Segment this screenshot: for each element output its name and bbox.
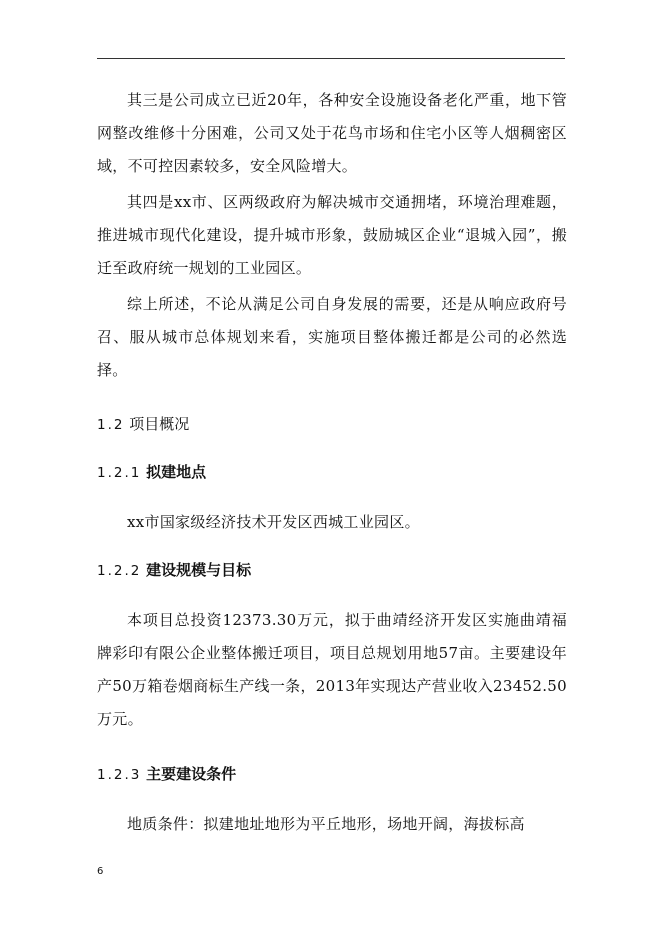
section-title: 建设规模与目标	[146, 561, 252, 579]
section-title: 项目概况	[129, 415, 190, 433]
paragraph-risk: 其三是公司成立已近20年，各种安全设施设备老化严重，地下管网整改维修十分困难，公司又处于花鸟市场和住宅小区等人烟稠密区域，不可控因素较多，安全风险增大。	[97, 91, 567, 175]
section-number: 1.2.1	[97, 465, 142, 481]
section-number: 1.2.3	[97, 767, 142, 783]
header-rule	[97, 58, 565, 59]
paragraph-geology: 地质条件：拟建地址地形为平丘地形，场地开阔，海拔标高	[127, 815, 525, 833]
section-heading-1-2	[97, 412, 567, 437]
section-heading-1-2-3	[97, 762, 567, 787]
section-heading-1-2-1	[97, 460, 567, 485]
section-title: 拟建地点	[146, 463, 207, 481]
paragraph-scale-goals: 本项目总投资12373.30万元，拟于曲靖经济开发区实施曲靖福牌彩印有限公企业整体搬迁项目，项目总规划用地57亩。主要建设年产50万箱卷烟商标生产线一条，2013年实现达产营业收入23452.50万元。	[97, 611, 567, 728]
section-number: 1.2.2	[97, 563, 142, 579]
section-number: 1.2	[97, 417, 125, 433]
paragraph-relocation-policy: 其四是xx市、区两级政府为解决城市交通拥堵，环境治理难题，推进城市现代化建设，提升城市形象，鼓励城区企业“退城入园”，搬迁至政府统一规划的工业园区。	[97, 193, 567, 277]
section-title: 主要建设条件	[146, 765, 237, 783]
page-number: 6	[97, 866, 104, 877]
paragraph-location: xx市国家级经济技术开发区西城工业园区。	[127, 513, 420, 531]
paragraph-conclusion: 综上所述，不论从满足公司自身发展的需要，还是从响应政府号召、服从城市总体规划来看，实施项目整体搬迁都是公司的必然选择。	[97, 295, 567, 379]
section-heading-1-2-2	[97, 558, 567, 583]
